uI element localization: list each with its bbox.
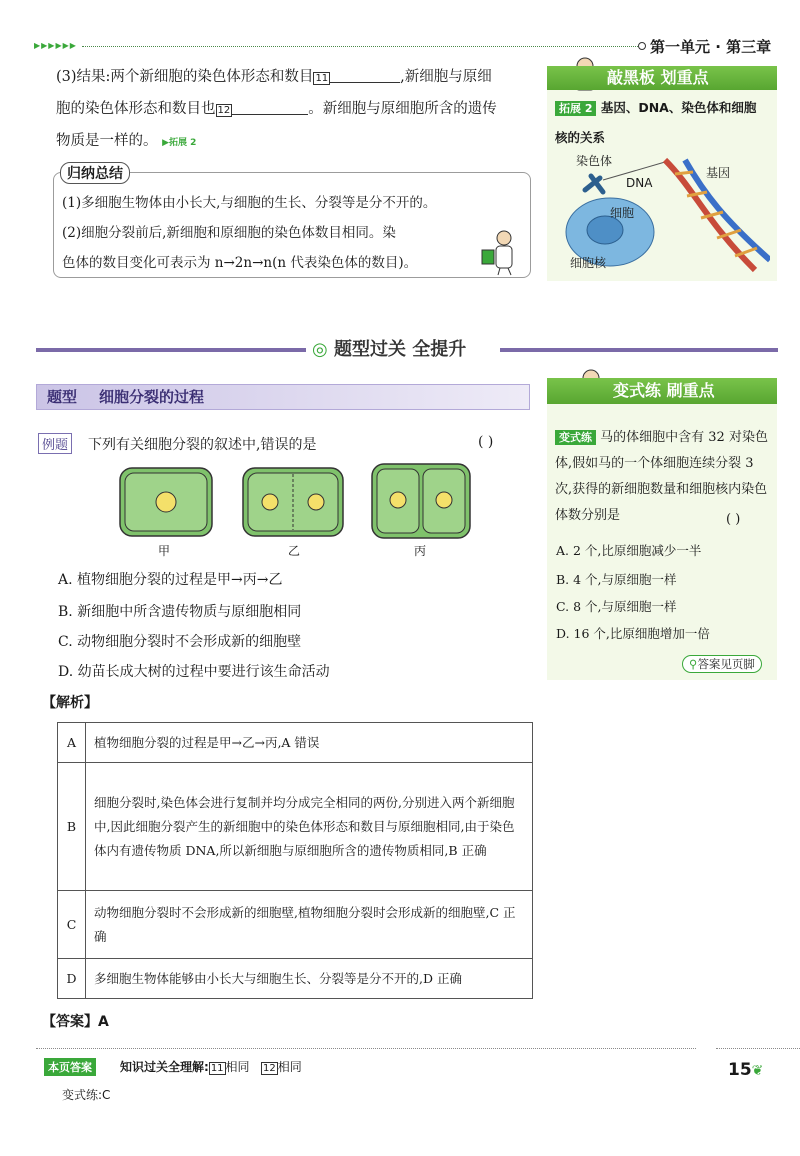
table-row (58, 891, 533, 959)
variant-option-d[interactable]: D. 16 个,比原细胞增加一倍 (556, 626, 710, 641)
result-line3: 物质是一样的。 (56, 133, 158, 149)
footer-answer-12: 相同 (277, 1060, 302, 1074)
blackboard-heading (555, 98, 756, 116)
topic-bar (36, 384, 530, 410)
footer-answer-11: 相同 (225, 1060, 250, 1074)
analysis-title: 【解析】 (42, 695, 98, 711)
result-paragraph (56, 62, 526, 158)
summary-point-1: (1)多细胞生物体由小长大,与细胞的生长、分裂等是分不开的。 (62, 195, 437, 211)
variant-answer-blank[interactable]: ( ) (726, 512, 741, 527)
blank-number-11: 11 (315, 73, 329, 84)
label-cell: 细胞 (610, 206, 635, 220)
variant-badge: 变式练 (555, 430, 596, 445)
extension-tag[interactable]: ▶拓展 2 (162, 138, 197, 148)
section-title-icon: ◎ (312, 339, 328, 360)
row-key: B (58, 763, 86, 891)
blackboard-heading-line1: 基因、DNA、染色体和细胞 (600, 100, 757, 115)
summary-text (62, 188, 512, 278)
summary-point-2: (2)细胞分裂前后,新细胞和原细胞的染色体数目相同。染 (62, 225, 396, 241)
page-number (728, 1060, 763, 1080)
sprout-icon: ❦ (751, 1063, 764, 1079)
section-title (312, 335, 466, 361)
row-text: 多细胞生物体能够由小长大与细胞生长、分裂等是分不开的,D 正确 (86, 959, 533, 999)
analysis-table (57, 722, 533, 999)
example-answer-blank[interactable]: ( ) (478, 434, 494, 450)
scientist-cartoon-icon (478, 228, 524, 276)
variant-option-c[interactable]: C. 8 个,与原细胞一样 (556, 599, 677, 614)
pin-icon: ⚲ (689, 657, 698, 671)
example-question: 下列有关细胞分裂的叙述中,错误的是 (88, 437, 317, 453)
footer-variant-answer: 变式练:C (62, 1088, 111, 1102)
summary-point-3: 色体的数目变化可表示为 n→2n→n(n 代表染色体的数目)。 (62, 255, 418, 271)
option-d[interactable]: D. 幼苗长成大树的过程中要进行该生命活动 (58, 664, 330, 680)
result-line1b: ,新细胞与原细 (400, 69, 492, 85)
label-dna: DNA (626, 176, 653, 190)
label-nucleus: 细胞核 (570, 256, 607, 270)
option-a[interactable]: A. 植物细胞分裂的过程是甲→丙→乙 (58, 572, 283, 588)
result-line2a: 胞的染色体形态和数目也 (56, 101, 216, 117)
chapter-title: 第一单元 · 第三章 (650, 38, 772, 56)
section-title-text: 题型过关 全提升 (334, 339, 467, 360)
blackboard-title: 敲黑板 划重点 (547, 66, 777, 90)
label-gene: 基因 (706, 166, 731, 180)
page-number-text: 15 (728, 1060, 752, 1080)
table-row (58, 763, 533, 891)
fill-blank-12[interactable] (232, 99, 308, 115)
footer-label: 知识过关全理解: (120, 1060, 209, 1074)
figure-label-bing: 丙 (414, 544, 427, 558)
result-line2b: 。新细胞与原细胞所含的遗传 (308, 101, 497, 117)
answer-label: 【答案】 (42, 1014, 98, 1030)
row-text: 细胞分裂时,染色体会进行复制并均分成完全相同的两份,分别进入两个新细胞中,因此细胞分裂产生的新细胞中的染色体形态和数目与原细胞相同,由于染色体内有遗传物质 DNA,所以新细胞与原细胞所含的遗传物质相同,B 正确 (86, 763, 533, 891)
topic-label: 题型 (47, 388, 78, 406)
header-dot (638, 42, 646, 50)
section-divider-right (500, 348, 778, 352)
answer-value: A (98, 1014, 109, 1030)
row-key: C (58, 891, 86, 959)
answer-line (42, 1011, 109, 1031)
header-rule (82, 46, 640, 47)
topic-name: 细胞分裂的过程 (99, 388, 205, 406)
answer-hint-text: 答案见页脚 (697, 657, 755, 671)
footer-rule-right (716, 1048, 800, 1049)
result-line1a: (3)结果:两个新细胞的染色体形态和数目 (56, 69, 314, 85)
blank-number-12: 12 (217, 105, 231, 116)
variant-title: 变式练 刷重点 (547, 378, 777, 404)
label-chromosome: 染色体 (576, 154, 613, 168)
row-text: 植物细胞分裂的过程是甲→乙→丙,A 错误 (86, 723, 533, 763)
option-b[interactable]: B. 新细胞中所含遗传物质与原细胞相同 (58, 604, 302, 620)
fill-blank-11[interactable] (330, 67, 400, 83)
figure-label-yi: 乙 (288, 544, 301, 558)
variant-option-b[interactable]: B. 4 个,与原细胞一样 (556, 572, 677, 587)
summary-title: 归纳总结 (60, 162, 130, 184)
row-key: A (58, 723, 86, 763)
footer-badge: 本页答案 (44, 1058, 96, 1076)
header-arrows: ▶▶▶▶▶▶ (34, 41, 77, 50)
cell-division-figure (110, 462, 480, 540)
footer-number-12: 12 (263, 1063, 276, 1074)
row-key: D (58, 959, 86, 999)
extension-badge: 拓展 2 (555, 101, 596, 116)
table-row (58, 723, 533, 763)
variant-question-text: 马的体细胞中含有 32 对染色体,假如马的一个体细胞连续分裂 3 次,获得的新细胞数量和细胞核内染色体数分别是 (555, 430, 768, 523)
blackboard-heading-line2: 核的关系 (555, 130, 606, 145)
footer-number-11: 11 (210, 1063, 224, 1074)
section-divider-left (36, 348, 306, 352)
footer-rule (36, 1048, 696, 1049)
variant-option-a[interactable]: A. 2 个,比原细胞减少一半 (556, 543, 702, 558)
table-row (58, 959, 533, 999)
footer-answers (120, 1058, 302, 1075)
row-text: 动物细胞分裂时不会形成新的细胞壁,植物细胞分裂时会形成新的细胞壁,C 正确 (86, 891, 533, 959)
answer-hint[interactable] (682, 655, 762, 673)
option-c[interactable]: C. 动物细胞分裂时不会形成新的细胞壁 (58, 634, 302, 650)
figure-label-jia: 甲 (158, 544, 171, 558)
example-badge: 例题 (38, 433, 72, 454)
